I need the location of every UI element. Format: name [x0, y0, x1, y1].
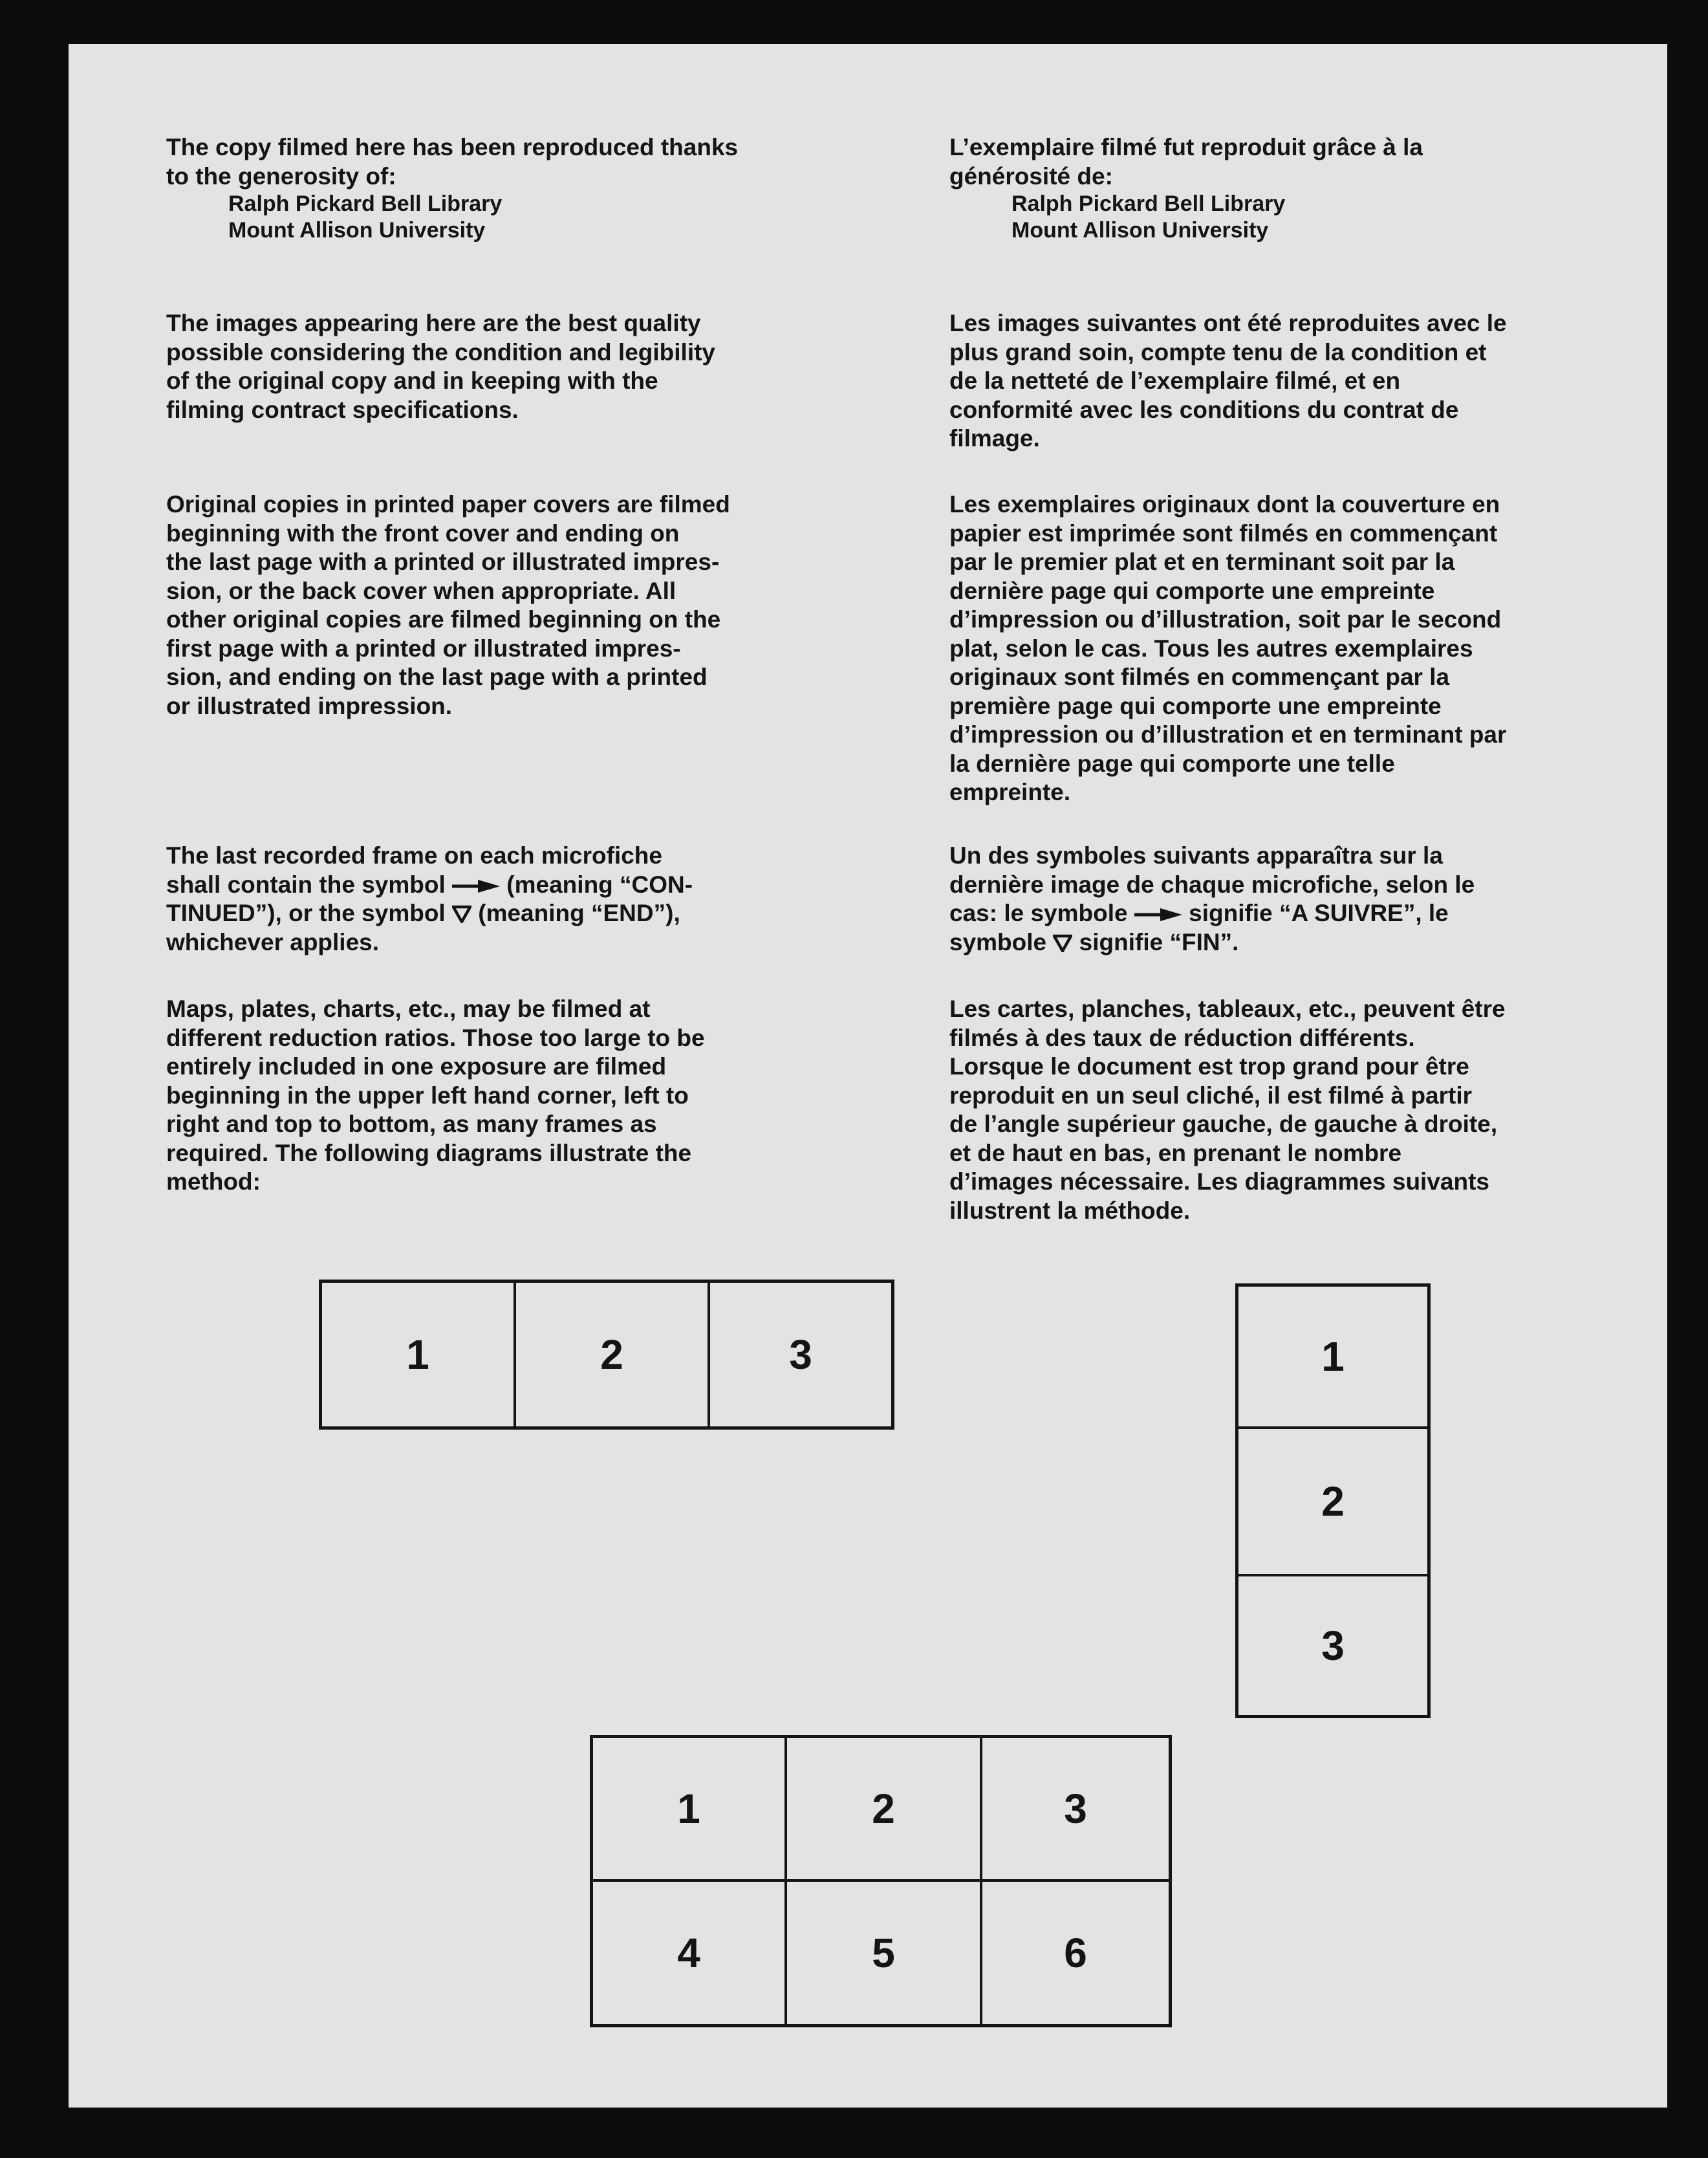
- frame-cell: 1: [1321, 1333, 1345, 1380]
- left-symbol-text-c: (meaning “END”), whichever applies.: [166, 900, 680, 955]
- grid-frames-diagram: [590, 1735, 1172, 2027]
- arrow-right-icon: [452, 879, 500, 893]
- left-symbol-paragraph: [166, 842, 826, 957]
- frame-cell: 3: [708, 1283, 891, 1426]
- right-symbol-text-b: signifie “A SUIVRE”, le symbole: [949, 900, 1449, 955]
- right-filming-order-paragraph: Les exemplaires originaux dont la couverture en papier est imprimée sont filmés en commençant par le premier plat et en terminant soit par la dernière page qui comporte une empreinte d’impression ou d’illustration, soit par le second plat, selon le cas. Tous les autres exemplaires originaux sont filmés en commençant par la première page qui comporte une empreinte d’impression ou d’illustration et en terminant par la dernière page qui comporte une telle empreinte.: [949, 491, 1507, 805]
- left-symbol-text-a: The last recorded frame on each microfiche shall contain the symbol: [166, 842, 662, 898]
- frame-cell: 5: [784, 1879, 980, 2024]
- right-maps-paragraph: Les cartes, planches, tableaux, etc., peuvent être filmés à des taux de réduction différents. Lorsque le document est trop grand pour être reproduit en un seul cliché, il est filmé à partir de l’angle supérieur gauche, de gauche à droite, et de haut en bas, en prenant le nombre d’images nécessaire. Les diagrammes suivants illustrent la méthode.: [949, 996, 1506, 1224]
- frame-cell: 3: [980, 1738, 1169, 1879]
- right-acknowledgement: [949, 133, 1596, 244]
- right-ack-line-2: générosité de:: [949, 162, 1113, 190]
- triangle-down-icon: [1053, 934, 1072, 952]
- triangle-down-icon: [452, 905, 471, 923]
- left-ack-line-1: The copy filmed here has been reproduced thanks: [166, 134, 739, 160]
- left-image-quality-paragraph: The images appearing here are the best quality possible considering the condition and legibility of the original copy and in keeping with the filming contract specifications.: [166, 310, 716, 423]
- frame-cell: 2: [784, 1738, 980, 1879]
- right-symbol-text-c: signifie “FIN”.: [1072, 928, 1239, 955]
- left-symbol-text-b: (meaning “CON- TINUED”), or the symbol: [166, 871, 693, 926]
- left-university-name: Mount Allison University: [228, 218, 486, 243]
- right-symbol-text-a: Un des symboles suivants apparaîtra sur la dernière image de chaque microfiche, selon le cas: le symbole: [949, 842, 1475, 926]
- left-ack-line-2: to the generosity of:: [166, 162, 396, 190]
- right-ack-line-1: L’exemplaire filmé fut reproduit grâce à la: [949, 134, 1423, 160]
- frame-cell: 4: [593, 1879, 784, 2024]
- horizontal-frames-diagram: [319, 1280, 894, 1430]
- right-library-name: Ralph Pickard Bell Library: [1011, 191, 1286, 216]
- left-library-name: Ralph Pickard Bell Library: [228, 191, 503, 216]
- vertical-frames-diagram: [1235, 1283, 1431, 1718]
- frame-cell: 2: [513, 1283, 708, 1426]
- frame-cell: 1: [677, 1785, 700, 1832]
- right-image-quality-paragraph: Les images suivantes ont été reproduites avec le plus grand soin, compte tenu de la condition et de la netteté de l’exemplaire filmé, et en conformité avec les conditions du contrat de filmage.: [949, 310, 1507, 452]
- arrow-right-icon: [1134, 908, 1182, 922]
- frame-cell: 6: [980, 1879, 1169, 2024]
- left-acknowledgement: [166, 133, 826, 244]
- frame-cell: 2: [1238, 1426, 1427, 1574]
- microfiche-target-sheet: [69, 44, 1667, 2108]
- right-university-name: Mount Allison University: [1011, 218, 1269, 243]
- left-filming-order-paragraph: Original copies in printed paper covers are filmed beginning with the front cover and ending on the last page with a printed or illustrated impres- sion, or the back cover when appropriate. All other original copies are filmed beginning on the first page with a printed or illustrated impres- sion, and ending on the last page with a printed or illustrated impression.: [166, 491, 730, 719]
- frame-cell: 3: [1238, 1574, 1427, 1715]
- frame-cell: 1: [406, 1331, 429, 1378]
- left-maps-paragraph: Maps, plates, charts, etc., may be filmed at different reduction ratios. Those too large to be entirely included in one exposure are filmed beginning in the upper left hand corner, left to right and top to bottom, as many frames as required. The following diagrams illustrate the method:: [166, 996, 705, 1195]
- right-symbol-paragraph: [949, 842, 1596, 957]
